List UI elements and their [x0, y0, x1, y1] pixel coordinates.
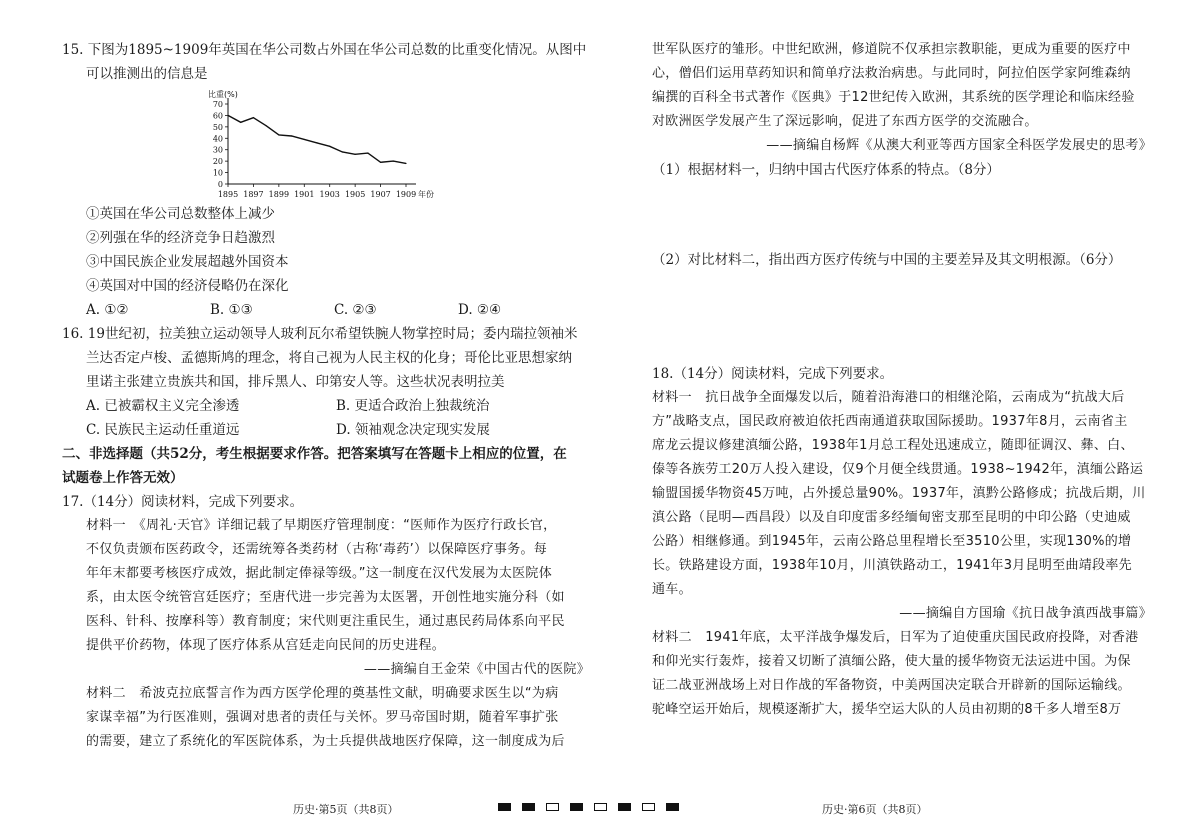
q18-m1-line3: 席龙云提议修建滇缅公路，1938年1月总工程处迅速成立，随即征调汉、彝、白、: [652, 438, 1134, 453]
scan-mark: [666, 803, 679, 811]
series-line: [228, 115, 406, 163]
q15-option-a[interactable]: A. ①②: [86, 302, 129, 318]
q15-options: [62, 298, 590, 322]
data-point: [291, 135, 292, 136]
scan-mark: [546, 803, 559, 811]
q17-m2-line2: 家谋幸福”为行医准则，强调对患者的责任与关怀。罗马帝国时期，随着军事扩张: [86, 710, 559, 725]
scan-mark: [618, 803, 631, 811]
q15-item-3: ③中国民族企业发展超越外国资本: [86, 254, 289, 270]
q18-m1-line4: 傣等各族劳工20万人投入建设，仅9个月便全线贯通。1938~1942年，滇缅公路运: [652, 462, 1144, 477]
q17-m1-line5: 医科、针科、按摩科等）教育制度；宋代则更注重民生，通过惠民药局体系向平民: [86, 614, 565, 629]
q16-option-b[interactable]: B. 更适合政治上独裁统治: [336, 398, 490, 414]
data-point: [278, 134, 279, 135]
x-tick-label: 1897: [243, 190, 264, 198]
q18-m1-line1: 材料一 抗日战争全面爆发以后，随着沿海港口的相继沦陷，云南成为“抗战大后: [652, 390, 1125, 405]
q18-m2-line2: 和仰光实行轰炸，接着又切断了滇缅公路，使大量的援华物资无法运进中国。为保: [652, 654, 1131, 669]
q17-m1-line6: 提供平价药物，体现了医疗体系从宫廷走向民间的历史进程。: [86, 638, 446, 653]
q18-m2-line4: 驼峰空运开始后，规模逐渐扩大，援华空运大队的人员由初期的8千多人增至8万: [652, 702, 1122, 717]
q18-m2-line3: 证二战亚洲战场上对日作战的军备物资，中美两国决定联合开辟新的国际运输线。: [652, 678, 1131, 693]
data-point: [227, 115, 228, 116]
line-chart: [202, 90, 502, 198]
x-tick-label: 1907: [370, 190, 391, 198]
q17-source-1: ——摘编自王金荣《中国古代的医院》: [363, 662, 590, 677]
q17-m1-line4: 系，由太医令统管宫廷医疗；至唐代进一步完善为太医署，开创性地实施分科（如: [86, 590, 565, 605]
x-tick-label: 1903: [319, 190, 340, 198]
answer-space-2: [652, 272, 1152, 362]
x-tick-label: 1905: [344, 190, 366, 198]
y-tick-label: 20: [212, 157, 223, 167]
x-tick-label: 1901: [294, 190, 315, 198]
page-footer-left: 历史·第5页（共8页）: [293, 803, 399, 816]
q15-stem-line2: 可以推测出的信息是: [86, 66, 208, 82]
q17-m2-cont-line4: 对欧洲医学发展产生了深远影响，促进了东西方医学的交流融合。: [652, 114, 1038, 129]
q15-option-c[interactable]: C. ②③: [334, 302, 377, 318]
scan-mark: [570, 803, 583, 811]
x-tick-label: 1895: [217, 190, 239, 198]
q18-source-1: ——摘编自方国瑜《抗日战争滇西战事篇》: [899, 606, 1152, 621]
scan-mark: [522, 803, 535, 811]
q17-m1-line2: 不仅负责颁布医药政令，还需统筹各类药材（古称‘毒药’）以保障医疗事务。每: [86, 542, 548, 557]
data-point: [304, 139, 305, 140]
q18-m1-line9: 通车。: [652, 582, 692, 597]
q16-option-a[interactable]: A. 已被霸权主义完全渗透: [86, 398, 240, 414]
y-tick-label: 30: [212, 145, 223, 155]
data-point: [367, 153, 368, 154]
x-axis-label: 年份: [418, 190, 434, 198]
data-point: [355, 154, 356, 155]
data-point: [329, 146, 330, 147]
y-tick-label: 50: [212, 122, 223, 132]
q17-heading: 17.（14分）阅读材料，完成下列要求。: [62, 494, 304, 510]
y-tick-label: 60: [212, 111, 223, 121]
page-footer-right: 历史·第6页（共8页）: [822, 803, 928, 816]
q17-m2-cont-line1: 世军队医疗的雏形。中世纪欧洲，修道院不仅承担宗教职能，更成为重要的医疗中: [652, 42, 1131, 57]
data-point: [393, 161, 394, 162]
data-point: [316, 142, 317, 143]
data-point: [253, 117, 254, 118]
scan-marks: [498, 803, 679, 811]
data-point: [405, 163, 406, 164]
q18-m1-line7: 公路）相继修通。到1945年，云南公路总里程增长至3510公里，实现130%的增: [652, 534, 1132, 549]
data-point: [380, 162, 381, 163]
q17-m2-cont-line3: 编撰的百科全书式著作《医典》于12世纪传入欧洲，其系统的医学理论和临床经验: [652, 90, 1135, 105]
q17-m2-line3: 的需要，建立了系统化的军医院体系，为士兵提供战地医疗保障，这一制度成为后: [86, 734, 565, 749]
y-tick-label: 0: [217, 180, 223, 189]
q17-ask-1: （1）根据材料一，归纳中国古代医疗体系的特点。（8分）: [652, 162, 1000, 178]
q16-options-row2: [62, 418, 590, 442]
scan-mark: [642, 803, 655, 811]
section2-heading-cont: 试题卷上作答无效）: [62, 470, 184, 486]
y-tick-label: 10: [212, 168, 223, 178]
y-tick-label: 70: [212, 100, 223, 109]
q18-heading: 18.（14分）阅读材料，完成下列要求。: [652, 366, 894, 382]
q17-m2-line1: 材料二 希波克拉底誓言作为西方医学伦理的奠基性文献，明确要求医生以“为病: [86, 686, 559, 701]
q15-option-d[interactable]: D. ②④: [458, 302, 502, 318]
y-axis-label: 比重(%): [208, 90, 238, 99]
q17-m2-cont-line2: 心，僧侣们运用草药知识和简单疗法救治病患。与此同时，阿拉伯医学家阿维森纳: [652, 66, 1131, 81]
q15-option-b[interactable]: B. ①③: [210, 302, 253, 318]
scan-mark: [594, 803, 607, 811]
q17-ask-2: （2）对比材料二，指出西方医疗传统与中国的主要差异及其文明根源。（6分）: [652, 252, 1122, 268]
q15-item-1: ①英国在华公司总数整体上减少: [86, 206, 275, 222]
q16-option-d[interactable]: D. 领袖观念决定现实发展: [336, 422, 490, 438]
q15-item-4: ④英国对中国的经济侵略仍在深化: [86, 278, 289, 294]
data-point: [342, 151, 343, 152]
x-tick-label: 1899: [268, 190, 290, 198]
answer-space-1: [652, 182, 1152, 248]
q16-stem-line3: 里诺主张建立贵族共和国，排斥黑人、印第安人等。这些状况表明拉美: [86, 374, 505, 390]
x-tick-label: 1909: [395, 190, 417, 198]
data-point: [266, 125, 267, 126]
scan-mark: [498, 803, 511, 811]
q15-stem-line1: 15. 下图为1895~1909年英国在华公司数占外国在华公司总数的比重变化情况。从图中: [62, 42, 587, 58]
q16-options-row1: [62, 394, 590, 418]
q17-source-2: ——摘编自杨辉《从澳大利亚等西方国家全科医学发展史的思考》: [766, 138, 1152, 153]
section2-heading: 二、非选择题（共52分，考生根据要求作答。把答案填写在答题卡上相应的位置，在: [62, 446, 567, 462]
q16-stem-line1: 16. 19世纪初，拉美独立运动领导人玻利瓦尔希望铁腕人物掌控时局；委内瑞拉领袖米: [62, 326, 578, 342]
q15-item-2: ②列强在华的经济竞争日趋激烈: [86, 230, 275, 246]
q16-option-c[interactable]: C. 民族民主运动任重道远: [86, 422, 240, 438]
q18-m1-line8: 长。铁路建设方面，1938年10月，川滇铁路动工，1941年3月昆明至曲靖段率先: [652, 558, 1132, 573]
q18-m2-line1: 材料二 1941年底，太平洋战争爆发后，日军为了迫使重庆国民政府投降，对香港: [652, 630, 1139, 645]
q18-m1-line2: 方”战略支点，国民政府被迫依托西南通道获取国际援助。1937年8月，云南省主: [652, 414, 1128, 429]
q17-m1-line1: 材料一 《周礼·天官》详细记载了早期医疗管理制度：“医师作为医疗行政长官，: [86, 518, 557, 533]
q18-m1-line6: 滇公路（昆明—西昌段）以及自印度雷多经缅甸密支那至昆明的中印公路（史迪威: [652, 510, 1131, 525]
q16-stem-line2: 兰达否定卢梭、孟德斯鸠的理念，将自己视为人民主权的化身；哥伦比亚思想家纳: [86, 350, 572, 366]
q18-m1-line5: 输盟国援华物资45万吨，占外援总量90%。1937年，滇黔公路修成；抗战后期，川: [652, 486, 1146, 501]
right-column: [652, 38, 1152, 722]
data-point: [240, 122, 241, 123]
q17-m1-line3: 年年末都要考核医疗成效，据此制定俸禄等级。”这一制度在汉代发展为太医院体: [86, 566, 553, 581]
y-tick-label: 40: [212, 134, 223, 144]
left-column: [62, 38, 590, 754]
